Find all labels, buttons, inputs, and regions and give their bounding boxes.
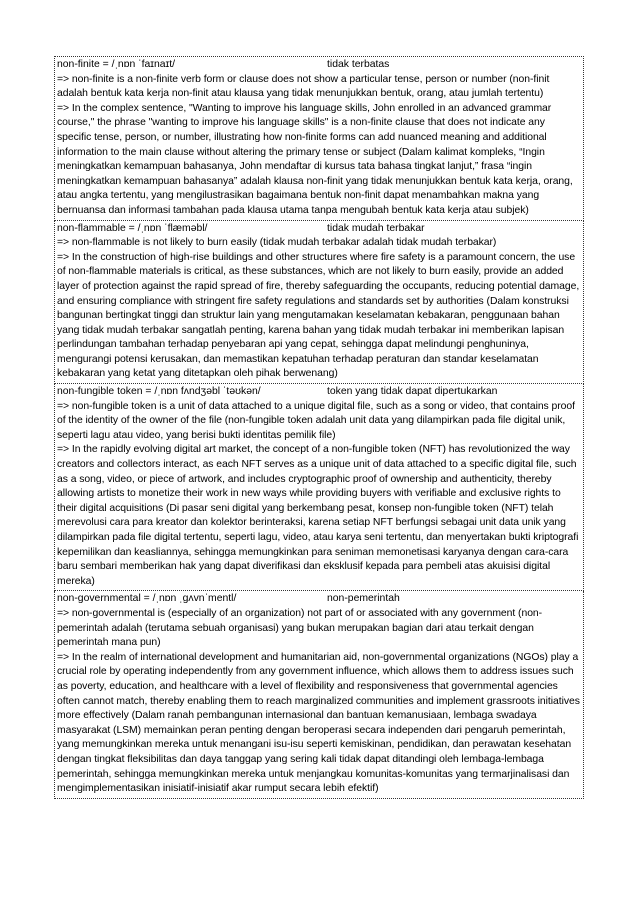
entry-example: => In the rapidly evolving digital art market, the concept of a non-fungible token (NFT) has revolutionized the way creators and collectors interact, as each NFT serves as a unique unit of data attached to a specific digital file, such as a song, video, or piece of artwork, and includes cryptographic proof of ownership and authenticity, thereby allowing artists to monetize their work in new ways while providing buyers with verifiable and exclusive rights to their digital acquisitions (Di pasar seni digital yang berkembang pesat, konsep non-fungible token (NFT) telah merevolusi cara para kreator dan kolektor berinteraksi, karena setiap NFT berfungsi sebagai unit data unik yang dilampirkan pada file digital tertentu, seperti lagu, video, atau karya seni tertentu, dan menyertakan bukti kriptografi kepemilikan dan keasliannya, sehingga memungkinkan para seniman memonetisasi karyanya dengan cara-cara baru sembari memberikan hak yang dapat diverifikasi dan eksklusif kepada para pembeli atas akuisisi digital mereka) — [57, 444, 579, 587]
entry-translation: tidak mudah terbakar — [327, 222, 425, 234]
dictionary-page — [54, 56, 584, 799]
entry-header — [57, 385, 581, 400]
entry-example: => In the construction of high-rise buildings and other structures where fire safety is a paramount concern, the use of non-flammable materials is critical, as these substances, which are not likely to burn easily, provide an added layer of protection against the rapid spread of fire, thereby safeguarding the occupants, reducing potential damage, and ensuring compliance with stringent fire safety regulations and standards set by authorities (Dalam konstruksi bangunan bertingkat tinggi dan struktur lain yang mengutamakan keselamatan kebakaran, penggunaan bahan yang tidak mudah terbakar sangatlah penting, karena bahan yang tidak mudah terbakar ini memberikan lapisan perlindungan tambahan terhadap penyebaran api yang cepat, sehingga dapat melindungi penghuninya, mengurangi potensi kerusakan, dan memastikan kepatuhan terhadap peraturan dan standar keselamatan kebakaran yang ketat yang ditetapkan oleh pihak berwenang) — [57, 251, 580, 380]
entry-definition: => non-finite is a non-finite verb form or clause does not show a particular tense, person or number (non-finit adalah bentuk kata kerja non-finit atau klausa yang tidak menunjukkan bentuk, orang, atau jumlah tertentu) — [57, 73, 550, 100]
entry-term: non-finite = /ˌnɒn ˈfaɪnaɪt/ — [57, 59, 176, 70]
entry-term: non-fungible token = /ˌnɒn fʌndʒəbl ˈtəʊkən/ — [57, 386, 261, 398]
entry-non-governmental — [54, 591, 584, 798]
entry-header — [57, 592, 581, 607]
entry-definition: => non-fungible token is a unit of data attached to a unique digital file, such as a song or video, that contains proof of the identity of the owner of the file (non-fungible token adalah unit data yang dilampirkan pada file digital unik, seperti lagu atau video, yang berisi bukti identitas pemilik file) — [57, 400, 575, 441]
entry-non-finite — [54, 56, 584, 221]
entry-definition: => non-governmental is (especially of an organization) not part of or associated with any government (non-pemerintah adalah (terutama sebuah organisasi) yang bukan merupakan bagian dari atau terkait dengan pemerintah mana pun) — [57, 607, 543, 649]
entry-non-flammable — [54, 221, 584, 385]
entry-header — [57, 58, 581, 73]
entry-example: => In the realm of international development and humanitarian aid, non-governmental organizations (NGOs) play a crucial role by operating independently from any government influence, which allows them to address issues such as poverty, education, and healthcare with a level of flexibility and responsiveness that governmental agencies often cannot match, thereby enabling them to reach marginalized communities and implement grassroots initiatives more effectively (Dalam ranah pembangunan internasional dan bantuan kemanusiaan, lembaga swadaya masyarakat (LSM) memainkan peran penting dengan beroperasi secara independen dari pengaruh pemerintah, yang memungkinkan mereka untuk menangani isu-isu seperti kemiskinan, pendidikan, dan perawatan kesehatan dengan tingkat fleksibilitas dan daya tanggap yang sering kali tidak dapat ditandingi oleh lembaga-lembaga pemerintah, sehingga memungkinkan mereka untuk menjangkau komunitas-komunitas yang termarjinalisasi dan mengimplementasikan inisiatif-inisiatif akar rumput secara lebih efektif) — [57, 651, 580, 795]
entry-translation: non-pemerintah — [327, 593, 400, 605]
entry-example: => In the complex sentence, "Wanting to improve his language skills, John enrolled in an advanced grammar course," the phrase "wanting to improve his language skills" is a non-finite clause that does not indicate any specific tense, person, or number, illustrating how non-finite forms can add nuanced meaning and additional information to the main clause without altering the primary tense or subject (Dalam kalimat kompleks, “Ingin meningkatkan kemampuan bahasanya, John mendaftar di kursus tata bahasa tingkat lanjut,” frasa “ingin meningkatkan kemampuan bahasanya” adalah klausa non-finit yang tidak menunjukkan bentuk kata kerja, orang, atau angka tertentu, yang mengilustrasikan bagaimana bentuk non-finit dapat menambahkan makna yang bernuansa dan informasi tambahan pada klausa utama tanpa mengubah bentuk kata kerja atau subjek) — [57, 102, 573, 216]
entry-header — [57, 222, 581, 237]
entry-definition: => non-flammable is not likely to burn easily (tidak mudah terbakar adalah tidak mudah terbakar) — [57, 237, 497, 249]
entry-translation: tidak terbatas — [327, 59, 390, 70]
entry-term: non-flammable = /ˌnɒn ˈflæməbl/ — [57, 222, 208, 234]
entry-term: non-governmental = /ˌnɒn ˌɡʌvnˈmentl/ — [57, 593, 237, 605]
entry-non-fungible-token — [54, 384, 584, 591]
entry-translation: token yang tidak dapat dipertukarkan — [327, 386, 498, 398]
